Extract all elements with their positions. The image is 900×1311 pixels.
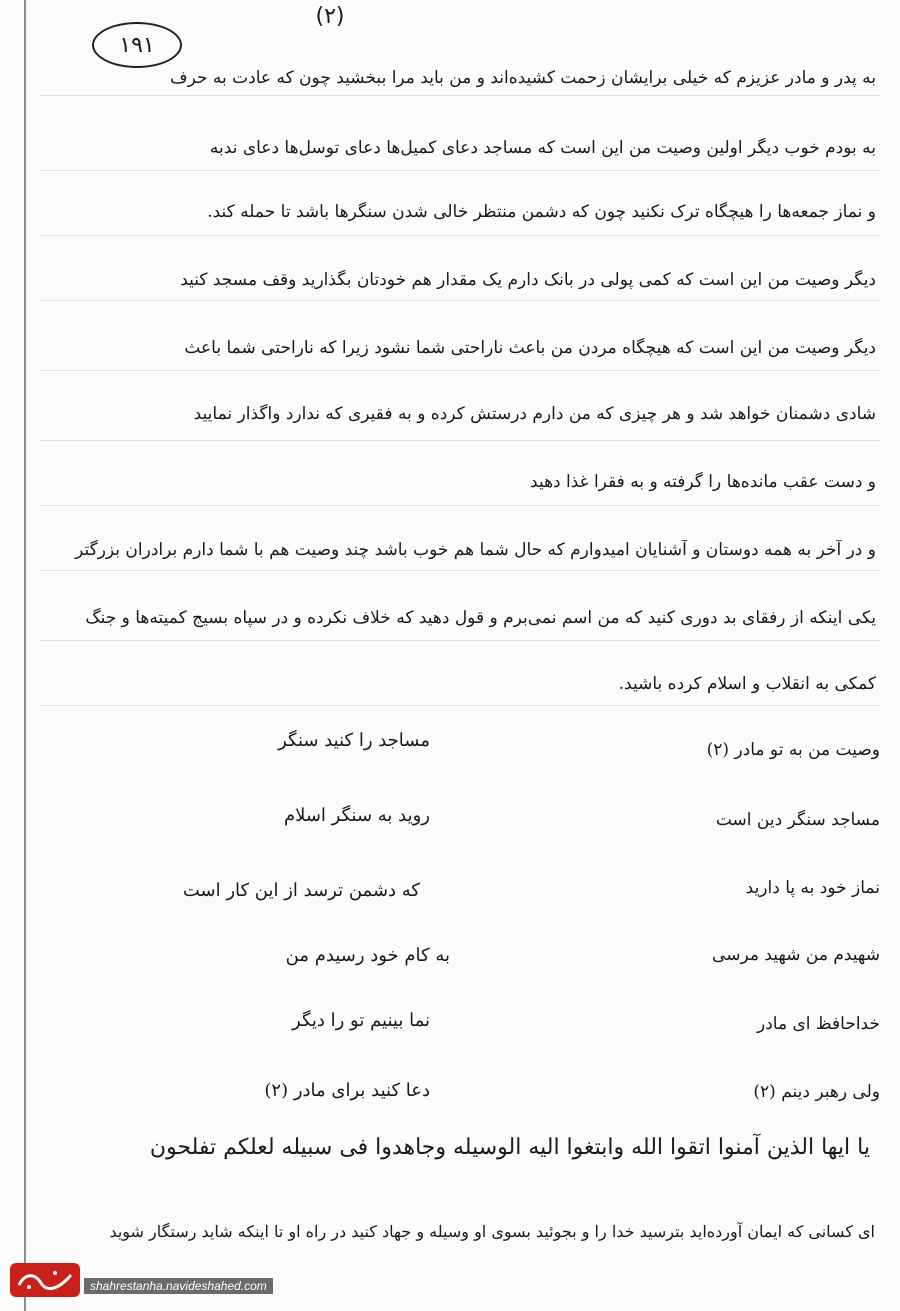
logo-mark: [15, 1267, 75, 1293]
ruled-line: [40, 705, 880, 706]
quran-verse: یا ایها الذین آمنوا اتقوا الله وابتغوا الیه الوسیله وجاهدوا فی سبیله لعلکم تفلحون: [149, 1135, 870, 1160]
page-number: (۲): [315, 4, 345, 29]
letter-line: و دست عقب مانده‌ها را گرفته و به فقرا غذا دهید: [530, 472, 876, 492]
document-number-circle: [92, 22, 182, 68]
letter-line: به پدر و مادر عزیزم که خیلی برایشان زحمت کشیده‌اند و من باید مرا ببخشید چون که عادت به حرف: [169, 68, 876, 88]
letter-line: دیگر وصیت من این است که کمی پولی در بانک دارم یک مقدار هم خودتان بگذارید وقف مسجد کنید: [180, 270, 876, 290]
letter-line: و نماز جمعه‌ها را هیچگاه ترک نکنید چون که دشمن منتظر خالی شدن سنگرها باشد تا حمله کند.: [207, 202, 876, 222]
ruled-line: [40, 570, 880, 571]
poem-line-right: ولی رهبر دینم (۲): [753, 1082, 880, 1102]
letter-line: کمکی به انقلاب و اسلام کرده باشید.: [618, 674, 876, 694]
ruled-line: [40, 370, 880, 371]
document-number: ۱۹۱: [119, 32, 155, 58]
poem-line-left: روید به سنگر اسلام: [283, 805, 430, 826]
ruled-line: [40, 300, 880, 301]
poem-line-right: شهیدم من شهید مرسی: [712, 945, 880, 965]
poem-line-right: مساجد سنگر دین است: [715, 810, 880, 830]
poem-line-left: مساجد را کنید سنگر: [278, 730, 430, 751]
watermark-url[interactable]: shahrestanha.navideshahed.com: [84, 1278, 273, 1294]
poem-line-left: به کام خود رسیدم من: [285, 945, 450, 966]
poem-line-right: خداحافظ ای مادر: [756, 1014, 880, 1034]
ruled-line: [40, 440, 880, 441]
letter-line: به بودم خوب دیگر اولین وصیت من این است که مساجد دعای کمیل‌ها دعای توسل‌ها دعای ندبه: [209, 138, 876, 158]
letter-line: دیگر وصیت من این است که هیچگاه مردن من باعث ناراحتی شما نشود زیرا که ناراحتی شما باعث: [184, 338, 876, 358]
poem-line-left: که دشمن ترسد از این کار است: [182, 880, 420, 901]
letter-line: یکی اینکه از رفقای بد دوری کنید که من اسم نمی‌برم و قول دهید که خلاف نکرده و در سپاه بسیج کمیته‌ها و جنگ: [85, 608, 876, 628]
poem-line-right: وصیت من به تو مادر (۲): [706, 740, 880, 760]
ruled-line: [40, 170, 880, 171]
letter-line: و در آخر به همه دوستان و آشنایان امیدوارم که حال شما هم خوب باشد چند وصیت هم با شما دارم برادران بزرگتر: [75, 540, 876, 560]
ruled-line: [40, 505, 880, 506]
letter-line: شادی دشمنان خواهد شد و هر چیزی که من دارم درستش کرده و به فقیری که ندارد واگذار نمایید: [193, 404, 876, 424]
poem-line-left: دعا کنید برای مادر (۲): [264, 1080, 430, 1101]
ruled-line: [40, 235, 880, 236]
ruled-line: [40, 640, 880, 641]
poem-line-right: نماز خود به پا دارید: [745, 878, 880, 898]
ruled-line: [40, 95, 880, 96]
poem-line-left: نما بینیم تو را دیگر: [292, 1010, 430, 1031]
margin-line: [24, 0, 26, 1311]
verse-translation: ای کسانی که ایمان آورده‌اید بترسید خدا را و بجوئید بسوی او وسیله و جهاد کنید در راه او تا اینکه شاید رستگار شوید: [109, 1222, 875, 1241]
navideshahed-logo: [10, 1263, 80, 1297]
